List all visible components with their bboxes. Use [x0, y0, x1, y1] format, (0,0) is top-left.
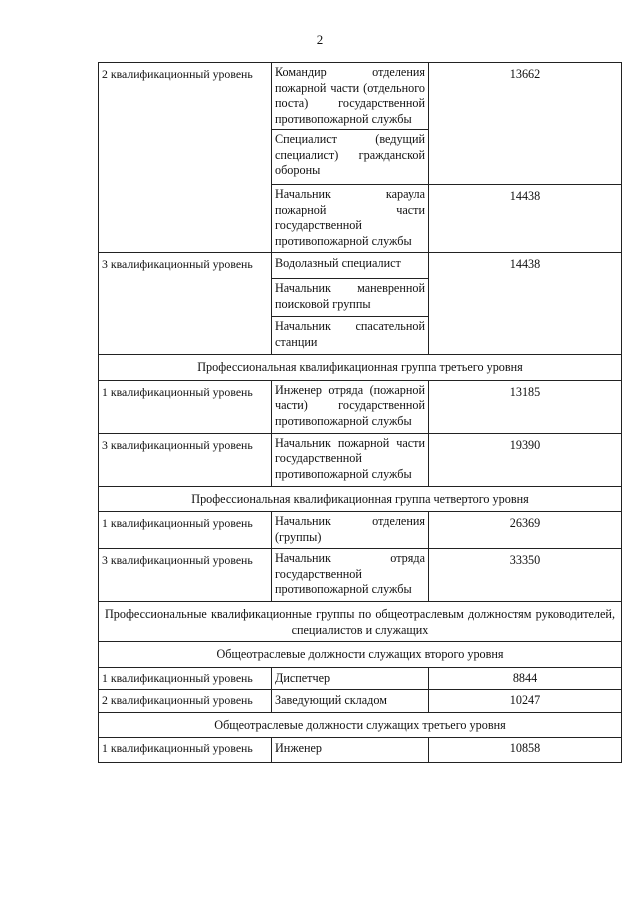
qualification-level: 1 квалификационный уровень: [99, 738, 272, 763]
table-row: [99, 667, 622, 690]
position-name: Начальник маневренной поисковой группы: [272, 279, 429, 317]
table-row: [99, 549, 622, 602]
qualification-level: 2 квалификационный уровень: [99, 63, 272, 253]
table-row: [99, 355, 622, 381]
table-row: [99, 642, 622, 668]
position-name: Начальник спасательной станции: [272, 317, 429, 355]
table-row: [99, 602, 622, 642]
position-name: Командир отделения пожарной части (отдельного поста) государственной противопожарной службы: [272, 63, 429, 130]
position-name: Водолазный специалист: [272, 253, 429, 279]
table-row: [99, 690, 622, 713]
page-number: 2: [316, 32, 324, 47]
table-row: [99, 712, 622, 738]
qualification-level: 3 квалификационный уровень: [99, 253, 272, 355]
salary-value: 14438: [429, 253, 622, 355]
qualification-level: 2 квалификационный уровень: [99, 690, 272, 713]
salary-value: 8844: [429, 667, 622, 690]
group-header: Профессиональные квалификационные группы по общеотраслевым должностям руководителей, специалистов и служащих: [99, 602, 622, 642]
position-name: Начальник отделения (группы): [272, 512, 429, 549]
salary-value: 26369: [429, 512, 622, 549]
position-name: Начальник отряда государственной противопожарной службы: [272, 549, 429, 602]
group-header: Общеотраслевые должности служащих третьего уровня: [99, 712, 622, 738]
qualification-level: 1 квалификационный уровень: [99, 380, 272, 433]
table-row: [99, 512, 622, 549]
group-header: Профессиональная квалификационная группа третьего уровня: [99, 355, 622, 381]
salary-value: 14438: [429, 185, 622, 253]
salary-table: [98, 62, 621, 763]
position-name: Специалист (ведущий специалист) гражданской обороны: [272, 130, 429, 185]
table-row: [99, 433, 622, 486]
table-row: [99, 380, 622, 433]
table-row: [99, 63, 622, 130]
qualification-level: 1 квалификационный уровень: [99, 667, 272, 690]
salary-value: 10247: [429, 690, 622, 713]
qualification-level: 1 квалификационный уровень: [99, 512, 272, 549]
group-header: Профессиональная квалификационная группа четвертого уровня: [99, 486, 622, 512]
qualification-level: 3 квалификационный уровень: [99, 549, 272, 602]
salary-value: 33350: [429, 549, 622, 602]
position-name: Диспетчер: [272, 667, 429, 690]
position-name: Инженер отряда (пожарной части) государственной противопожарной службы: [272, 380, 429, 433]
qualification-level: 3 квалификационный уровень: [99, 433, 272, 486]
table-row: [99, 253, 622, 279]
position-name: Начальник караула пожарной части государственной противопожарной службы: [272, 185, 429, 253]
table-row: [99, 486, 622, 512]
salary-value: 19390: [429, 433, 622, 486]
group-header: Общеотраслевые должности служащих второго уровня: [99, 642, 622, 668]
position-name: Заведующий складом: [272, 690, 429, 713]
position-name: Начальник пожарной части государственной противопожарной службы: [272, 433, 429, 486]
salary-value: 13662: [429, 63, 622, 185]
salary-value: 10858: [429, 738, 622, 763]
salary-value: 13185: [429, 380, 622, 433]
table-row: [99, 738, 622, 763]
position-name: Инженер: [272, 738, 429, 763]
